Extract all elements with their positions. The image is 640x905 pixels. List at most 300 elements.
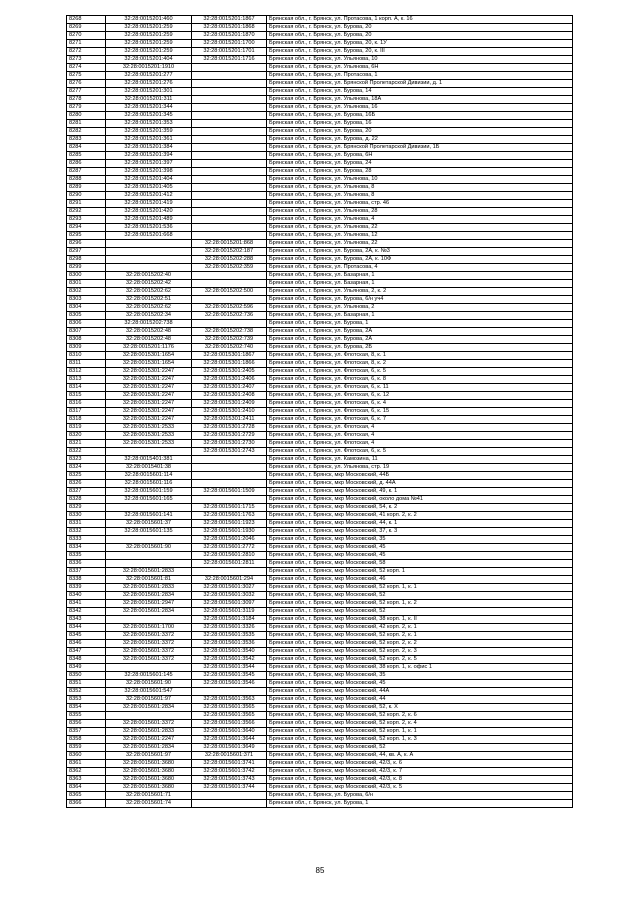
- address-cell: Брянская обл., г. Брянск, мкр Московский, 42/3, к. 8: [267, 776, 573, 784]
- table-row: [67, 112, 573, 120]
- building-cadastral-number-cell: 32:28:0015301:2411: [192, 416, 267, 424]
- row-number-cell: 8299: [67, 264, 106, 272]
- table-row: [67, 80, 573, 88]
- address-cell: Брянская обл., г. Брянск, мкр Московский, 52 корп. 1: [267, 568, 573, 576]
- land-cadastral-number-cell: 32:28:0015201:353: [106, 120, 192, 128]
- row-number-cell: 8278: [67, 96, 106, 104]
- building-cadastral-number-cell: 32:28:0015601:3119: [192, 608, 267, 616]
- register-table: [66, 15, 573, 808]
- land-cadastral-number-cell: 32:28:0015201:384: [106, 144, 192, 152]
- address-cell: Брянская обл., г. Брянск, мкр Московский, 52 корп. 2, к. 5: [267, 656, 573, 664]
- address-cell: Брянская обл., г. Брянск, мкр Московский, 52: [267, 744, 573, 752]
- table-row: [67, 472, 573, 480]
- building-cadastral-number-cell: [192, 232, 267, 240]
- building-cadastral-number-cell: 32:28:0015301:2409: [192, 400, 267, 408]
- land-cadastral-number-cell: [106, 448, 192, 456]
- building-cadastral-number-cell: [192, 320, 267, 328]
- table-row: [67, 544, 573, 552]
- row-number-cell: 8297: [67, 248, 106, 256]
- address-cell: Брянская обл., г. Брянск, мкр Московский, 42/3, к. 5: [267, 784, 573, 792]
- address-cell: Брянская обл., г. Брянск, ул. Ульянова, 22: [267, 240, 573, 248]
- land-cadastral-number-cell: 32:28:0015601:90: [106, 544, 192, 552]
- row-number-cell: 8326: [67, 480, 106, 488]
- land-cadastral-number-cell: 32:28:0015201:345: [106, 112, 192, 120]
- address-cell: Брянская обл., г. Брянск, ул. Бурова, 6/н: [267, 792, 573, 800]
- row-number-cell: 8327: [67, 488, 106, 496]
- building-cadastral-number-cell: 32:28:0015601:3032: [192, 592, 267, 600]
- building-cadastral-number-cell: [192, 176, 267, 184]
- table-row: [67, 56, 573, 64]
- row-number-cell: 8333: [67, 536, 106, 544]
- land-cadastral-number-cell: 32:28:0015301:2247: [106, 408, 192, 416]
- row-number-cell: 8293: [67, 216, 106, 224]
- land-cadastral-number-cell: 32:28:0015201:1176: [106, 344, 192, 352]
- table-row: [67, 328, 573, 336]
- table-row: [67, 40, 573, 48]
- land-cadastral-number-cell: 32:28:0015301:2533: [106, 440, 192, 448]
- land-cadastral-number-cell: 32:28:0015601:159: [106, 488, 192, 496]
- row-number-cell: 8328: [67, 496, 106, 504]
- land-cadastral-number-cell: 32:28:0015201:259: [106, 40, 192, 48]
- land-cadastral-number-cell: 32:28:0015601:2833: [106, 584, 192, 592]
- building-cadastral-number-cell: 32:28:0015201:1870: [192, 32, 267, 40]
- table-row: [67, 344, 573, 352]
- address-cell: Брянская обл., г. Брянск, ул. Ульянова, 16: [267, 104, 573, 112]
- table-row: [67, 224, 573, 232]
- land-cadastral-number-cell: 32:28:0015202:48: [106, 336, 192, 344]
- address-cell: Брянская обл., г. Брянск, ул. Бурова, 2А, к. №3: [267, 248, 573, 256]
- address-cell: Брянская обл., г. Брянск, мкр Московский, д. 44А: [267, 480, 573, 488]
- address-cell: Брянская обл., г. Брянск, мкр Московский, 42/3, к. 6: [267, 760, 573, 768]
- building-cadastral-number-cell: 32:28:0015301:2730: [192, 440, 267, 448]
- table-row: [67, 400, 573, 408]
- address-cell: Брянская обл., г. Брянск, мкр Московский, 45: [267, 680, 573, 688]
- address-cell: Брянская обл., г. Брянск, ул. Протасова, 1: [267, 72, 573, 80]
- land-cadastral-number-cell: 32:28:0015601:3680: [106, 776, 192, 784]
- row-number-cell: 8315: [67, 392, 106, 400]
- address-cell: Брянская обл., г. Брянск, ул. Ульянова, 10: [267, 176, 573, 184]
- land-cadastral-number-cell: 32:28:0015301:1654: [106, 352, 192, 360]
- table-row: [67, 360, 573, 368]
- address-cell: Брянская обл., г. Брянск, ул. Бурова, 6Н: [267, 152, 573, 160]
- table-row: [67, 304, 573, 312]
- row-number-cell: 8283: [67, 136, 106, 144]
- address-cell: Брянская обл., г. Брянск, ул. Флотская, 4: [267, 440, 573, 448]
- land-cadastral-number-cell: 32:28:0015301:2247: [106, 392, 192, 400]
- address-cell: Брянская обл., г. Брянск, ул. Бурова, 1: [267, 320, 573, 328]
- row-number-cell: 8320: [67, 432, 106, 440]
- table-row: [67, 656, 573, 664]
- table-row: [67, 600, 573, 608]
- building-cadastral-number-cell: 32:28:0015601:2811: [192, 560, 267, 568]
- table-row: [67, 504, 573, 512]
- row-number-cell: 8274: [67, 64, 106, 72]
- address-cell: Брянская обл., г. Брянск, ул. Бурова, 16: [267, 120, 573, 128]
- address-cell: Брянская обл., г. Брянск, мкр Московский, 52: [267, 592, 573, 600]
- land-cadastral-number-cell: 32:28:0015601:3372: [106, 720, 192, 728]
- table-row: [67, 320, 573, 328]
- row-number-cell: 8321: [67, 440, 106, 448]
- building-cadastral-number-cell: 32:28:0015601:3536: [192, 640, 267, 648]
- building-cadastral-number-cell: [192, 80, 267, 88]
- table-row: [67, 176, 573, 184]
- land-cadastral-number-cell: [106, 560, 192, 568]
- land-cadastral-number-cell: 32:28:0015201:311: [106, 96, 192, 104]
- row-number-cell: 8291: [67, 200, 106, 208]
- row-number-cell: 8311: [67, 360, 106, 368]
- land-cadastral-number-cell: 32:28:0015202:34: [106, 312, 192, 320]
- land-cadastral-number-cell: 32:28:0015601:37: [106, 520, 192, 528]
- table-row: [67, 256, 573, 264]
- row-number-cell: 8273: [67, 56, 106, 64]
- table-row: [67, 776, 573, 784]
- row-number-cell: 8353: [67, 696, 106, 704]
- row-number-cell: 8357: [67, 728, 106, 736]
- table-row: [67, 32, 573, 40]
- table-row: [67, 352, 573, 360]
- land-cadastral-number-cell: 32:28:0015202:40: [106, 272, 192, 280]
- row-number-cell: 8358: [67, 736, 106, 744]
- table-row: [67, 768, 573, 776]
- building-cadastral-number-cell: 32:28:0015601:3649: [192, 744, 267, 752]
- address-cell: Брянская обл., г. Брянск, мкр Московский, 44, кв. А, к. А: [267, 752, 573, 760]
- table-row: [67, 120, 573, 128]
- table-row: [67, 136, 573, 144]
- land-cadastral-number-cell: 32:28:0015601:81: [106, 576, 192, 584]
- address-cell: Брянская обл., г. Брянск, ул. Бурова, д. 22: [267, 136, 573, 144]
- row-number-cell: 8356: [67, 720, 106, 728]
- address-cell: Брянская обл., г. Брянск, ул. Базарная, 1: [267, 272, 573, 280]
- land-cadastral-number-cell: 32:28:0015201:420: [106, 208, 192, 216]
- row-number-cell: 8331: [67, 520, 106, 528]
- table-row: [67, 792, 573, 800]
- land-cadastral-number-cell: 32:28:0015601:3680: [106, 760, 192, 768]
- table-row: [67, 384, 573, 392]
- row-number-cell: 8323: [67, 456, 106, 464]
- land-cadastral-number-cell: 32:28:0015601:97: [106, 696, 192, 704]
- row-number-cell: 8338: [67, 576, 106, 584]
- table-row: [67, 408, 573, 416]
- address-cell: Брянская обл., г. Брянск, ул. Бурова, 2А: [267, 336, 573, 344]
- building-cadastral-number-cell: 32:28:0015601:3644: [192, 736, 267, 744]
- table-row: [67, 528, 573, 536]
- row-number-cell: 8352: [67, 688, 106, 696]
- land-cadastral-number-cell: 32:28:0015202:738: [106, 320, 192, 328]
- row-number-cell: 8310: [67, 352, 106, 360]
- address-cell: Брянская обл., г. Брянск, ул. Бурова, 16Б: [267, 112, 573, 120]
- table-row: [67, 248, 573, 256]
- table-row: [67, 336, 573, 344]
- land-cadastral-number-cell: 32:28:0015201:668: [106, 232, 192, 240]
- row-number-cell: 8303: [67, 296, 106, 304]
- land-cadastral-number-cell: 32:28:0015202:62: [106, 288, 192, 296]
- row-number-cell: 8306: [67, 320, 106, 328]
- address-cell: Брянская обл., г. Брянск, мкр Московский, 52 корп. 2, к. 4: [267, 720, 573, 728]
- address-cell: Брянская обл., г. Брянск, ул. Флотская, 6, к. 5: [267, 368, 573, 376]
- row-number-cell: 8305: [67, 312, 106, 320]
- row-number-cell: 8364: [67, 784, 106, 792]
- row-number-cell: 8286: [67, 160, 106, 168]
- building-cadastral-number-cell: [192, 480, 267, 488]
- building-cadastral-number-cell: 32:28:0015202:288: [192, 256, 267, 264]
- building-cadastral-number-cell: 32:28:0015301:1866: [192, 360, 267, 368]
- land-cadastral-number-cell: 32:28:0015201:397: [106, 160, 192, 168]
- address-cell: Брянская обл., г. Брянск, мкр Московский, 52 корп. 2, к. 2: [267, 640, 573, 648]
- building-cadastral-number-cell: 32:28:0015601:3546: [192, 680, 267, 688]
- row-number-cell: 8317: [67, 408, 106, 416]
- building-cadastral-number-cell: 32:28:0015201:868: [192, 240, 267, 248]
- table-row: [67, 632, 573, 640]
- building-cadastral-number-cell: 32:28:0015301:2728: [192, 424, 267, 432]
- building-cadastral-number-cell: 32:28:0015601:3744: [192, 784, 267, 792]
- address-cell: Брянская обл., г. Брянск, ул. Бурова, 2А, к. 10Ф: [267, 256, 573, 264]
- table-row: [67, 184, 573, 192]
- row-number-cell: 8307: [67, 328, 106, 336]
- building-cadastral-number-cell: 32:28:0015601:3640: [192, 728, 267, 736]
- building-cadastral-number-cell: 32:28:0015601:3545: [192, 672, 267, 680]
- building-cadastral-number-cell: [192, 152, 267, 160]
- address-cell: Брянская обл., г. Брянск, мкр Московский, 42 корп. 2, к. 1: [267, 624, 573, 632]
- building-cadastral-number-cell: 32:28:0015301:2408: [192, 392, 267, 400]
- row-number-cell: 8298: [67, 256, 106, 264]
- building-cadastral-number-cell: [192, 224, 267, 232]
- row-number-cell: 8292: [67, 208, 106, 216]
- register-table-body: [67, 16, 573, 808]
- row-number-cell: 8288: [67, 176, 106, 184]
- address-cell: Брянская обл., г. Брянск, ул. Ульянова, 2, к. 2: [267, 288, 573, 296]
- land-cadastral-number-cell: 32:28:0015301:1654: [106, 360, 192, 368]
- land-cadastral-number-cell: 32:28:0015601:116: [106, 480, 192, 488]
- address-cell: Брянская обл., г. Брянск, ул. Бурова, 1: [267, 800, 573, 808]
- building-cadastral-number-cell: 32:28:0015301:1867: [192, 352, 267, 360]
- land-cadastral-number-cell: 32:28:0015201:259: [106, 32, 192, 40]
- row-number-cell: 8343: [67, 616, 106, 624]
- row-number-cell: 8340: [67, 592, 106, 600]
- address-cell: Брянская обл., г. Брянск, ул. Флотская, 6, к. 11: [267, 384, 573, 392]
- row-number-cell: 8301: [67, 280, 106, 288]
- land-cadastral-number-cell: 32:28:0015201:412: [106, 192, 192, 200]
- table-row: [67, 688, 573, 696]
- row-number-cell: 8362: [67, 768, 106, 776]
- row-number-cell: 8276: [67, 80, 106, 88]
- table-row: [67, 216, 573, 224]
- row-number-cell: 8336: [67, 560, 106, 568]
- table-row: [67, 168, 573, 176]
- building-cadastral-number-cell: 32:28:0015202:736: [192, 312, 267, 320]
- row-number-cell: 8349: [67, 664, 106, 672]
- land-cadastral-number-cell: 32:28:0015201:489: [106, 216, 192, 224]
- address-cell: Брянская обл., г. Брянск, мкр Московский, 52 корп. 2, к. 3: [267, 648, 573, 656]
- row-number-cell: 8309: [67, 344, 106, 352]
- land-cadastral-number-cell: 32:28:0015601:2834: [106, 592, 192, 600]
- table-row: [67, 720, 573, 728]
- building-cadastral-number-cell: 32:28:0015301:2406: [192, 376, 267, 384]
- building-cadastral-number-cell: 32:28:0015601:3743: [192, 776, 267, 784]
- address-cell: Брянская обл., г. Брянск, мкр Московский, 41 корп. 2, к. 2: [267, 512, 573, 520]
- building-cadastral-number-cell: [192, 160, 267, 168]
- table-row: [67, 760, 573, 768]
- building-cadastral-number-cell: 32:28:0015601:2046: [192, 536, 267, 544]
- building-cadastral-number-cell: [192, 568, 267, 576]
- address-cell: Брянская обл., г. Брянск, ул. Флотская, 6, к. 8: [267, 376, 573, 384]
- land-cadastral-number-cell: 32:28:0015601:1700: [106, 624, 192, 632]
- address-cell: Брянская обл., г. Брянск, ул. Флотская, 6, к. 12: [267, 392, 573, 400]
- land-cadastral-number-cell: [106, 504, 192, 512]
- row-number-cell: 8329: [67, 504, 106, 512]
- land-cadastral-number-cell: 32:28:0015201:404: [106, 56, 192, 64]
- building-cadastral-number-cell: 32:28:0015301:2410: [192, 408, 267, 416]
- table-row: [67, 584, 573, 592]
- row-number-cell: 8312: [67, 368, 106, 376]
- table-row: [67, 416, 573, 424]
- building-cadastral-number-cell: 32:28:0015601:3540: [192, 648, 267, 656]
- building-cadastral-number-cell: [192, 272, 267, 280]
- table-row: [67, 488, 573, 496]
- building-cadastral-number-cell: [192, 464, 267, 472]
- land-cadastral-number-cell: 32:28:0015601:90: [106, 680, 192, 688]
- land-cadastral-number-cell: 32:28:0015601:2247: [106, 736, 192, 744]
- building-cadastral-number-cell: 32:28:0015601:1763: [192, 512, 267, 520]
- land-cadastral-number-cell: 32:28:0015301:2533: [106, 432, 192, 440]
- row-number-cell: 8354: [67, 704, 106, 712]
- building-cadastral-number-cell: [192, 800, 267, 808]
- land-cadastral-number-cell: [106, 240, 192, 248]
- page-number: 85: [315, 866, 325, 875]
- building-cadastral-number-cell: [192, 688, 267, 696]
- building-cadastral-number-cell: 32:28:0015601:3097: [192, 600, 267, 608]
- table-row: [67, 128, 573, 136]
- row-number-cell: 8351: [67, 680, 106, 688]
- row-number-cell: 8314: [67, 384, 106, 392]
- address-cell: Брянская обл., г. Брянск, ул. Флотская, 6, к. 7: [267, 416, 573, 424]
- address-cell: Брянская обл., г. Брянск, ул. Бурова, 20: [267, 24, 573, 32]
- row-number-cell: 8339: [67, 584, 106, 592]
- address-cell: Брянская обл., г. Брянск, ул. Флотская, 6, к. 4: [267, 400, 573, 408]
- row-number-cell: 8287: [67, 168, 106, 176]
- row-number-cell: 8344: [67, 624, 106, 632]
- land-cadastral-number-cell: 32:28:0015201:277: [106, 72, 192, 80]
- land-cadastral-number-cell: 32:28:0015601:71: [106, 792, 192, 800]
- building-cadastral-number-cell: 32:28:0015301:2407: [192, 384, 267, 392]
- land-cadastral-number-cell: 32:28:0015601:2947: [106, 600, 192, 608]
- land-cadastral-number-cell: 32:28:0015202:62: [106, 304, 192, 312]
- row-number-cell: 8342: [67, 608, 106, 616]
- building-cadastral-number-cell: 32:28:0015201:1701: [192, 48, 267, 56]
- row-number-cell: 8268: [67, 16, 106, 24]
- land-cadastral-number-cell: 32:28:0015401:38: [106, 464, 192, 472]
- building-cadastral-number-cell: 32:28:0015202:596: [192, 304, 267, 312]
- address-cell: Брянская обл., г. Брянск, ул. Ульянова, 8: [267, 184, 573, 192]
- row-number-cell: 8277: [67, 88, 106, 96]
- building-cadastral-number-cell: 32:28:0015201:1716: [192, 56, 267, 64]
- land-cadastral-number-cell: 32:28:0015301:2533: [106, 424, 192, 432]
- address-cell: Брянская обл., г. Брянск, ул. Бурова, 20: [267, 32, 573, 40]
- building-cadastral-number-cell: [192, 96, 267, 104]
- land-cadastral-number-cell: [106, 536, 192, 544]
- row-number-cell: 8348: [67, 656, 106, 664]
- address-cell: Брянская обл., г. Брянск, мкр Московский, 52 корп. 2, к. 6: [267, 712, 573, 720]
- table-row: [67, 152, 573, 160]
- address-cell: Брянская обл., г. Брянск, ул. Ульянова, 2: [267, 304, 573, 312]
- building-cadastral-number-cell: 32:28:0015201:1867: [192, 16, 267, 24]
- table-row: [67, 232, 573, 240]
- land-cadastral-number-cell: 32:28:0015202:42: [106, 280, 192, 288]
- table-row: [67, 448, 573, 456]
- row-number-cell: 8318: [67, 416, 106, 424]
- address-cell: Брянская обл., г. Брянск, мкр Московский, 58: [267, 560, 573, 568]
- table-row: [67, 672, 573, 680]
- table-row: [67, 16, 573, 24]
- building-cadastral-number-cell: [192, 792, 267, 800]
- land-cadastral-number-cell: 32:28:0015601:2833: [106, 728, 192, 736]
- address-cell: Брянская обл., г. Брянск, ул. Бурова, 24: [267, 160, 573, 168]
- building-cadastral-number-cell: [192, 128, 267, 136]
- row-number-cell: 8284: [67, 144, 106, 152]
- row-number-cell: 8319: [67, 424, 106, 432]
- table-row: [67, 576, 573, 584]
- address-cell: Брянская обл., г. Брянск, мкр Московский, около дома №41: [267, 496, 573, 504]
- building-cadastral-number-cell: [192, 144, 267, 152]
- row-number-cell: 8335: [67, 552, 106, 560]
- building-cadastral-number-cell: [192, 472, 267, 480]
- building-cadastral-number-cell: 32:28:0015601:294: [192, 576, 267, 584]
- land-cadastral-number-cell: 32:28:0015601:74: [106, 800, 192, 808]
- land-cadastral-number-cell: 32:28:0015601:97: [106, 752, 192, 760]
- building-cadastral-number-cell: [192, 184, 267, 192]
- address-cell: Брянская обл., г. Брянск, мкр Московский, 52: [267, 608, 573, 616]
- row-number-cell: 8332: [67, 528, 106, 536]
- building-cadastral-number-cell: 32:28:0015601:371: [192, 752, 267, 760]
- land-cadastral-number-cell: 32:28:0015601:2834: [106, 704, 192, 712]
- land-cadastral-number-cell: 32:28:0015301:2247: [106, 400, 192, 408]
- building-cadastral-number-cell: 32:28:0015202:740: [192, 344, 267, 352]
- table-row: [67, 784, 573, 792]
- land-cadastral-number-cell: 32:28:0015601:2833: [106, 568, 192, 576]
- address-cell: Брянская обл., г. Брянск, ул. Базарная, 1: [267, 312, 573, 320]
- building-cadastral-number-cell: 32:28:0015601:3742: [192, 768, 267, 776]
- row-number-cell: 8279: [67, 104, 106, 112]
- row-number-cell: 8294: [67, 224, 106, 232]
- building-cadastral-number-cell: 32:28:0015601:3565: [192, 712, 267, 720]
- table-row: [67, 96, 573, 104]
- address-cell: Брянская обл., г. Брянск, мкр Московский, 52 корп. 2, к. 1: [267, 632, 573, 640]
- land-cadastral-number-cell: 32:28:0015201:361: [106, 136, 192, 144]
- building-cadastral-number-cell: [192, 208, 267, 216]
- address-cell: Брянская обл., г. Брянск, ул. Ульянова, 6Н: [267, 64, 573, 72]
- address-cell: Брянская обл., г. Брянск, мкр Московский, 44А: [267, 688, 573, 696]
- table-row: [67, 464, 573, 472]
- row-number-cell: 8359: [67, 744, 106, 752]
- building-cadastral-number-cell: [192, 456, 267, 464]
- building-cadastral-number-cell: [192, 296, 267, 304]
- land-cadastral-number-cell: 32:28:0015601:135: [106, 528, 192, 536]
- building-cadastral-number-cell: [192, 72, 267, 80]
- address-cell: Брянская обл., г. Брянск, ул. Ульянова, 28: [267, 208, 573, 216]
- land-cadastral-number-cell: 32:28:0015202:48: [106, 328, 192, 336]
- address-cell: Брянская обл., г. Брянск, мкр Московский, 46: [267, 576, 573, 584]
- building-cadastral-number-cell: 32:28:0015202:359: [192, 264, 267, 272]
- land-cadastral-number-cell: [106, 248, 192, 256]
- building-cadastral-number-cell: 32:28:0015601:1930: [192, 528, 267, 536]
- building-cadastral-number-cell: 32:28:0015202:500: [192, 288, 267, 296]
- table-row: [67, 280, 573, 288]
- row-number-cell: 8313: [67, 376, 106, 384]
- row-number-cell: 8290: [67, 192, 106, 200]
- table-row: [67, 104, 573, 112]
- building-cadastral-number-cell: [192, 496, 267, 504]
- row-number-cell: 8316: [67, 400, 106, 408]
- table-row: [67, 728, 573, 736]
